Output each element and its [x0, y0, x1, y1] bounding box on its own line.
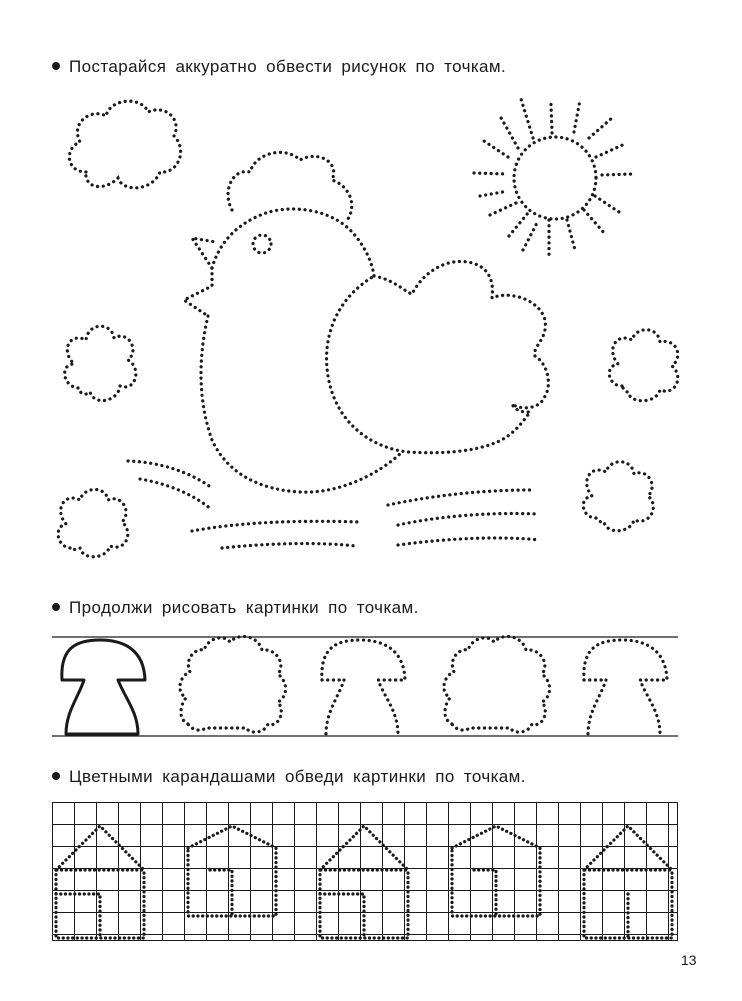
bush-icon: [180, 636, 286, 732]
page-number: 13: [681, 952, 697, 968]
chicken-icon: [184, 152, 548, 492]
bush-icon: [444, 636, 550, 732]
mushroom-icon: [322, 640, 405, 734]
house-icon: [584, 826, 672, 938]
cloud-icon: [58, 490, 128, 557]
cloud-icon: [583, 462, 653, 531]
house-icon: [320, 826, 408, 938]
house-icon: [188, 826, 276, 916]
mushroom-icon: [62, 640, 145, 734]
grass-icon: [388, 490, 540, 545]
house-icon: [56, 826, 144, 938]
sun-icon: [474, 99, 632, 256]
instruction-text: Продолжи рисовать картинки по точкам.: [69, 598, 419, 617]
grass-icon: [128, 461, 360, 548]
mushroom-icon: [584, 640, 667, 734]
cloud-icon: [65, 326, 136, 400]
cloud-icon: [609, 330, 677, 401]
instruction-text: Постарайся аккуратно обвести рисунок по точкам.: [69, 57, 507, 76]
house-icon: [452, 826, 540, 916]
cloud-icon: [69, 101, 180, 188]
instruction-text: Цветными карандашами обведи картинки по точкам.: [69, 767, 526, 786]
